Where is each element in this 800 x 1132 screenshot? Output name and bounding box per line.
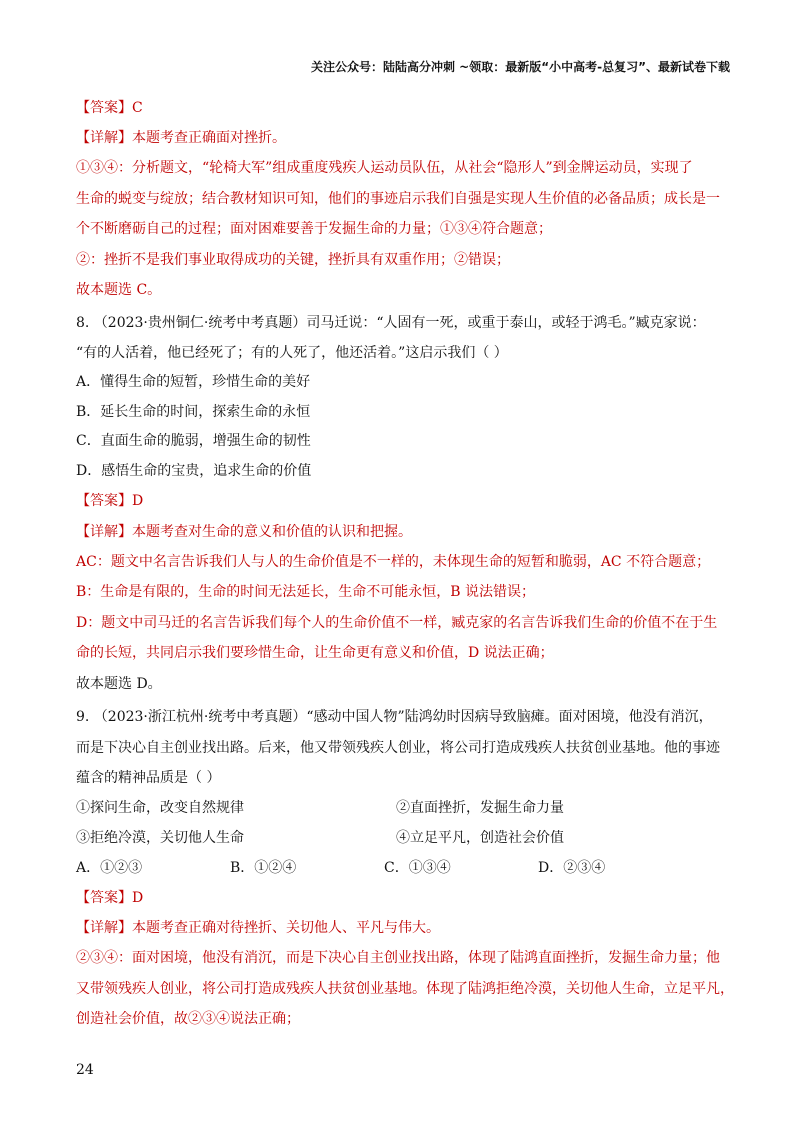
page-number: 24 — [76, 1062, 94, 1078]
question-8-stem: 8. （2023·贵州铜仁·统考中考真题）司马迁说：“人固有一死，或重于泰山，或轻于鸿毛。”臧克家说： — [76, 315, 706, 331]
q9-statement-2: ②直面挫折，发掘生命力量 — [396, 800, 564, 816]
answer-line-q9: 【答案】D — [76, 890, 144, 906]
explanation-line: 个不断磨砺自己的过程；面对困难要善于发掘生命的力量；①③④符合题意； — [76, 221, 552, 237]
question-9-stem: 而是下决心自主创业找出路。后来，他又带领残疾人创业，将公司打造成残疾人扶贫创业基地。他的事迹 — [76, 740, 720, 756]
answer-line-q8: 【答案】D — [76, 493, 144, 509]
explanation-line: AC：题文中名言告诉我们人与人的生命价值是不一样的，未体现生命的短暂和脆弱，AC 不符合题意； — [76, 554, 711, 570]
q8-option-b: B．延长生命的时间，探索生命的永恒 — [76, 404, 311, 420]
explanation-line: 创造社会价值，故②③④说法正确； — [76, 1011, 300, 1027]
detail-heading-q9: 【详解】本题考查正确对待挫折、关切他人、平凡与伟大。 — [76, 920, 440, 936]
q8-option-c: C．直面生命的脆弱，增强生命的韧性 — [76, 433, 311, 449]
q9-option-b: B．①②④ — [230, 860, 297, 876]
question-8-stem: “有的人活着，他已经死了；有的人死了，他还活着。”这启示我们（ ） — [76, 345, 508, 361]
page-header-promo: 关注公众号：陆陆高分冲刺 ~领取：最新版“小中高考-总复习”、最新试卷下载 — [311, 60, 730, 74]
explanation-line: 生命的蜕变与绽放；结合教材知识可知，他们的事迹启示我们自强是实现人生价值的必备品质；成长是一 — [76, 191, 720, 207]
q9-option-d: D．②③④ — [538, 860, 606, 876]
question-9-stem: 9. （2023·浙江杭州·统考中考真题）“感动中国人物”陆鸿幼时因病导致脑瘫。面对困境，他没有消沉， — [76, 709, 713, 725]
q9-option-a: A．①②③ — [76, 860, 143, 876]
q9-statement-1: ①探问生命，改变自然规律 — [76, 800, 244, 816]
q9-statement-4: ④立足平凡，创造社会价值 — [396, 830, 564, 846]
answer-line-q7: 【答案】C — [76, 100, 143, 116]
explanation-line: B：生命是有限的，生命的时间无法延长，生命不可能永恒，B 说法错误； — [76, 584, 536, 600]
question-9-stem: 蕴含的精神品质是（ ） — [76, 770, 221, 786]
q8-option-a: A．懂得生命的短暂，珍惜生命的美好 — [76, 374, 311, 390]
conclusion-line-q8: 故本题选 D。 — [76, 676, 162, 692]
detail-heading-q7: 【详解】本题考查正确面对挫折。 — [76, 130, 286, 146]
explanation-line: ①③④：分析题文，“轮椅大军”组成重度残疾人运动员队伍，从社会“隐形人”到金牌运动员，实现了 — [76, 160, 693, 176]
q9-statement-3: ③拒绝冷漠，关切他人生命 — [76, 830, 244, 846]
q8-option-d: D．感悟生命的宝贵，追求生命的价值 — [76, 463, 312, 479]
detail-heading-q8: 【详解】本题考查对生命的意义和价值的认识和把握。 — [76, 524, 412, 540]
q9-option-c: C．①③④ — [384, 860, 451, 876]
explanation-line: ②③④：面对困境，他没有消沉，而是下决心自主创业找出路，体现了陆鸿直面挫折，发掘生命力量；他 — [76, 950, 720, 966]
explanation-line: 又带领残疾人创业，将公司打造成残疾人扶贫创业基地。体现了陆鸿拒绝冷漠，关切他人生命，立足平凡， — [76, 981, 734, 997]
explanation-line: 命的长短，共同启示我们要珍惜生命，让生命更有意义和价值，D 说法正确； — [76, 645, 554, 661]
explanation-line: D：题文中司马迁的名言告诉我们每个人的生命价值不一样，臧克家的名言告诉我们生命的价值不在于生 — [76, 615, 718, 631]
conclusion-line-q7: 故本题选 C。 — [76, 282, 162, 298]
explanation-line: ②：挫折不是我们事业取得成功的关键，挫折具有双重作用；②错误； — [76, 252, 510, 268]
